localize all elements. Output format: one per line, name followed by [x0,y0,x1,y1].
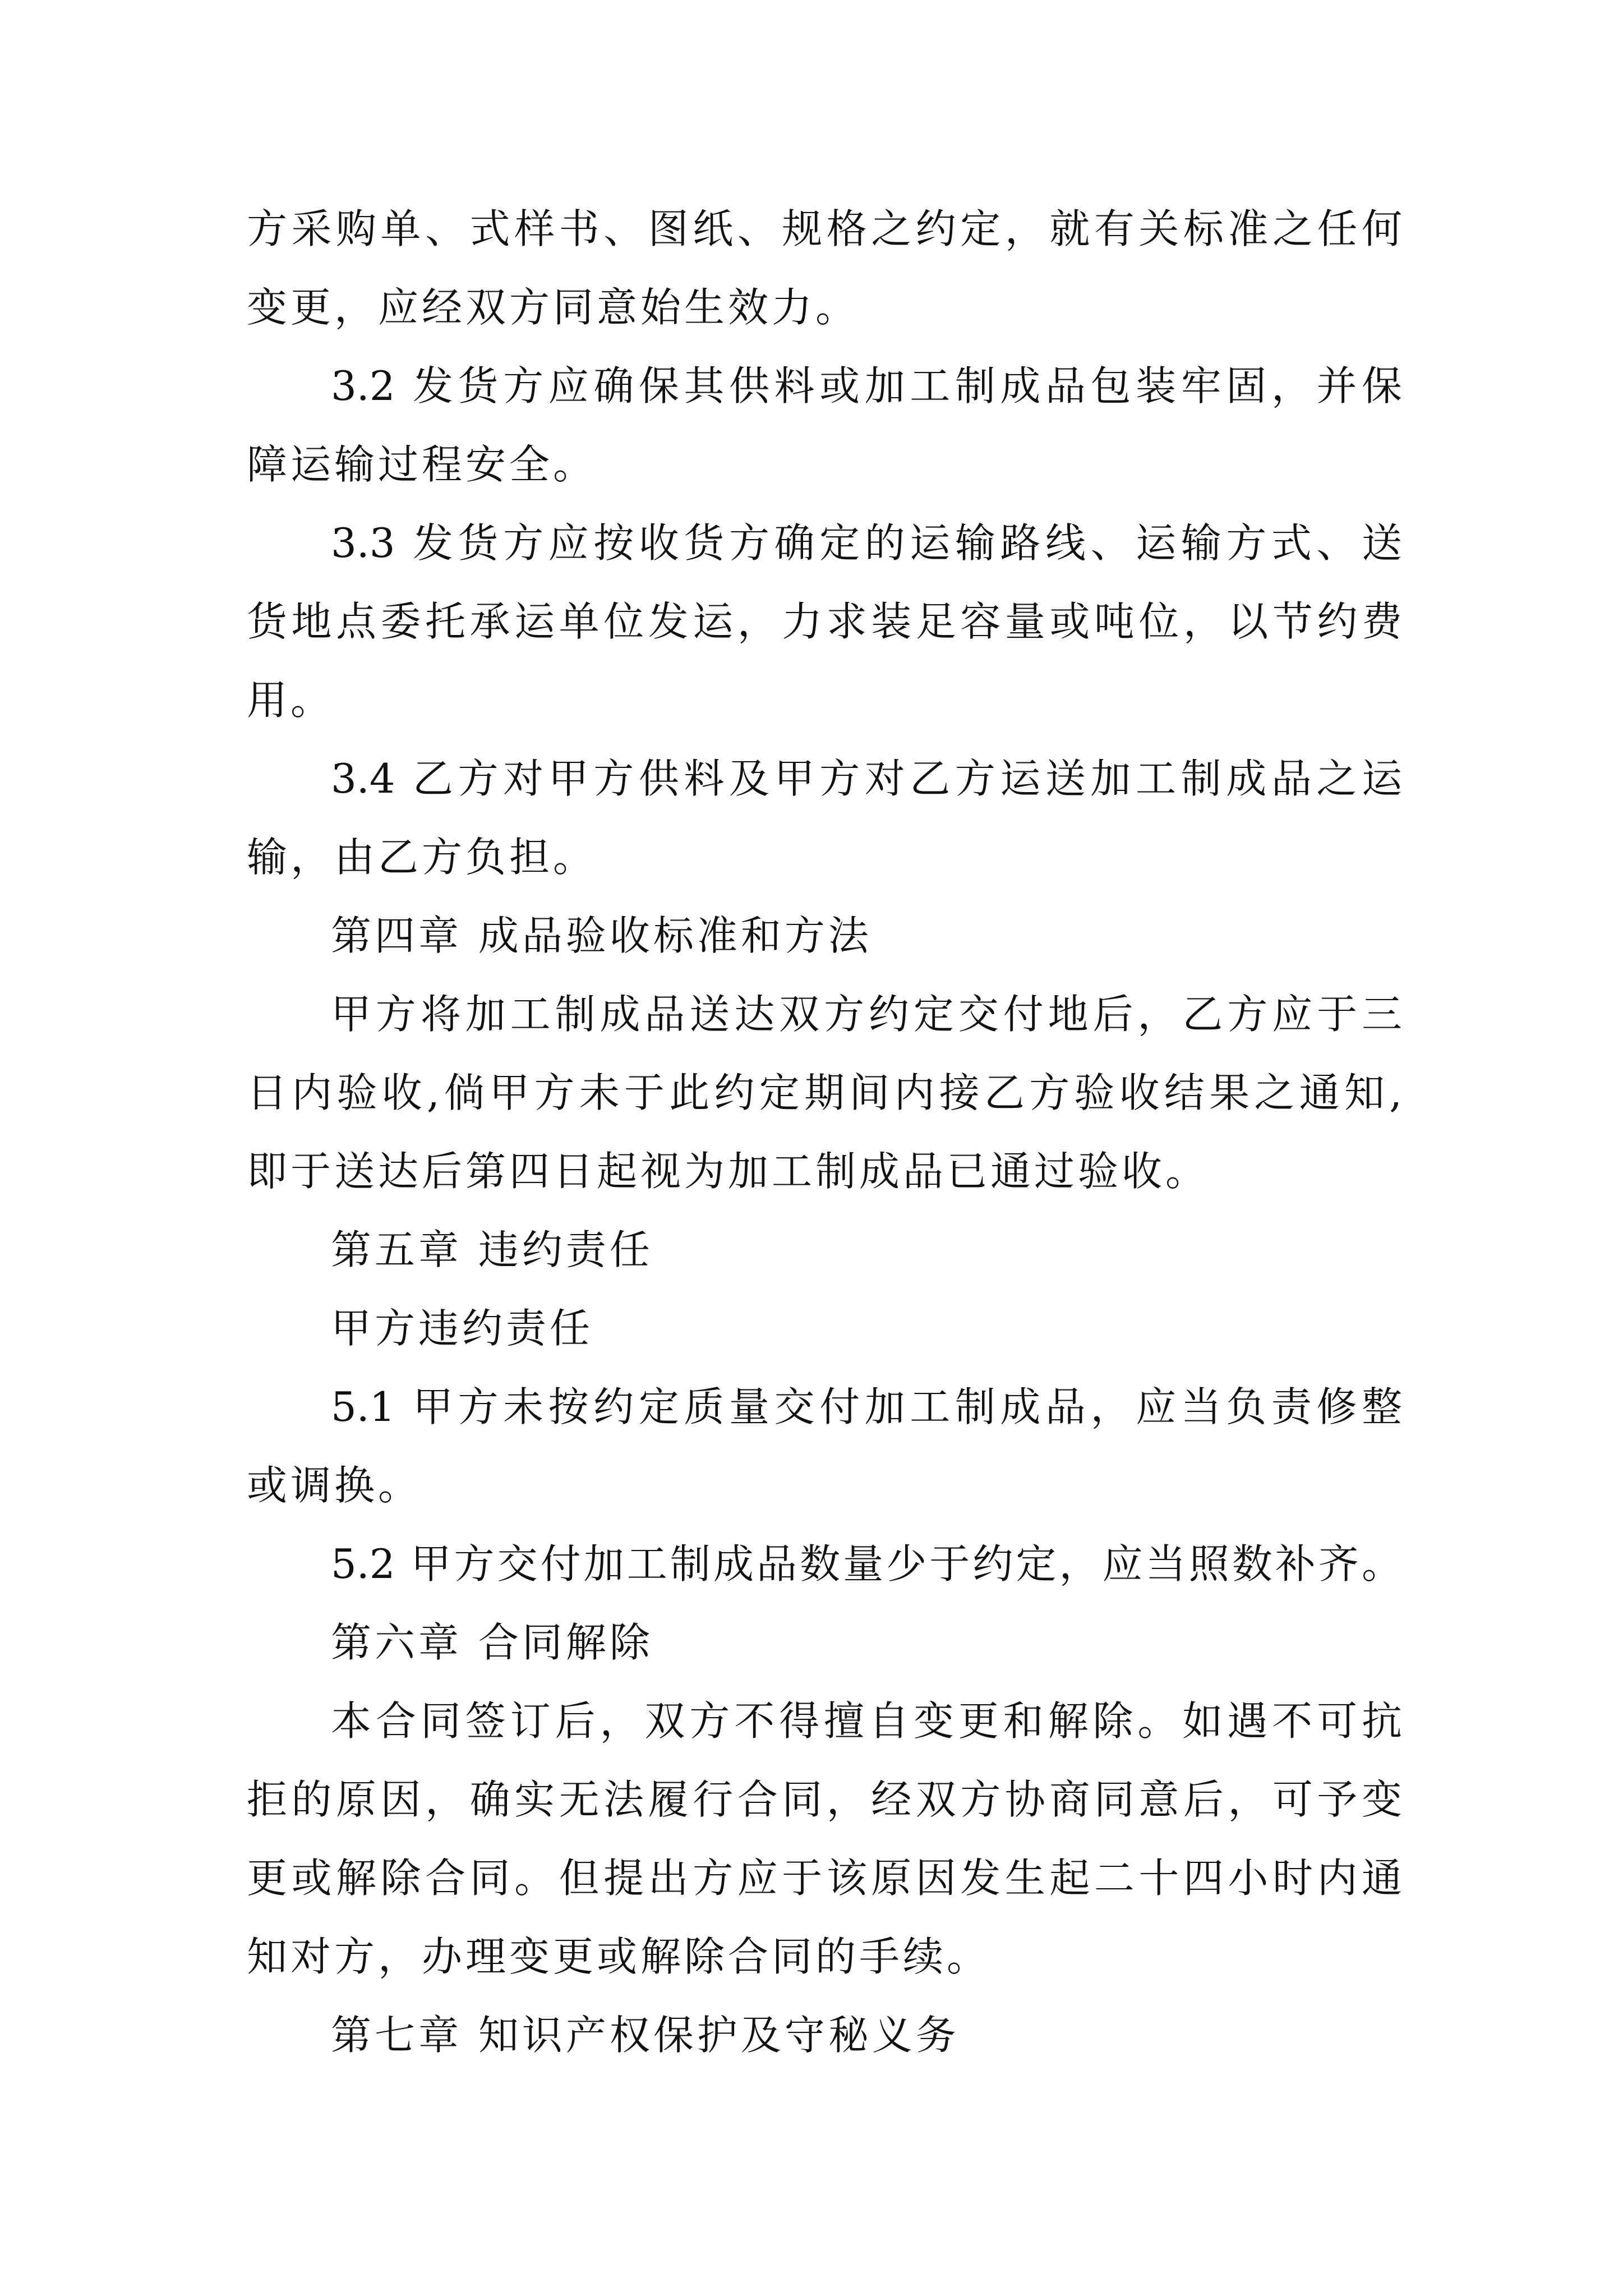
text-line: 3.2 发货方应确保其供料或加工制成品包装牢固，并保 [331,362,1402,409]
text-line: 3.4 乙方对甲方供料及甲方对乙方运送加工制成品之运 [331,755,1402,802]
text-line: 更或解除合同。但提出方应于该原因发生起二十四小时内通 [247,1855,1402,1902]
text-line: 3.3 发货方应按收货方确定的运输路线、运输方式、送 [331,519,1402,567]
text-line: 方采购单、式样书、图纸、规格之约定，就有关标准之任何 [247,205,1402,252]
chapter-heading: 第六章 合同解除 [331,1619,653,1666]
text-line: 或调换。 [247,1462,422,1509]
text-line: 拒的原因，确实无法履行合同，经双方协商同意后，可予变 [247,1776,1402,1823]
text-line: 变更，应经双方同意始生效力。 [247,284,860,331]
text-line: 5.2 甲方交付加工制成品数量少于约定，应当照数补齐。 [331,1540,1402,1588]
text-line: 知对方，办理变更或解除合同的手续。 [247,1933,991,1980]
text-line: 甲方将加工制成品送达双方约定交付地后，乙方应于三 [331,991,1402,1038]
text-line: 货地点委托承运单位发运，力求装足容量或吨位，以节约费 [247,598,1402,645]
chapter-heading: 第五章 违约责任 [331,1226,653,1273]
section-subheading: 甲方违约责任 [331,1305,594,1352]
chapter-heading: 第七章 知识产权保护及守秘义务 [331,2012,960,2059]
text-line: 日内验收,倘甲方未于此约定期间内接乙方验收结果之通知, [247,1069,1402,1116]
text-line: 即于送达后第四日起视为加工制成品已通过验收。 [247,1148,1210,1195]
chapter-heading: 第四章 成品验收标准和方法 [331,912,872,959]
text-line: 输，由乙方负担。 [247,834,597,881]
text-line: 障运输过程安全。 [247,441,597,488]
text-line: 5.1 甲方未按约定质量交付加工制成品，应当负责修整 [331,1383,1402,1430]
text-line: 本合同签订后，双方不得擅自变更和解除。如遇不可抗 [331,1697,1402,1745]
text-line: 用。 [247,677,335,724]
